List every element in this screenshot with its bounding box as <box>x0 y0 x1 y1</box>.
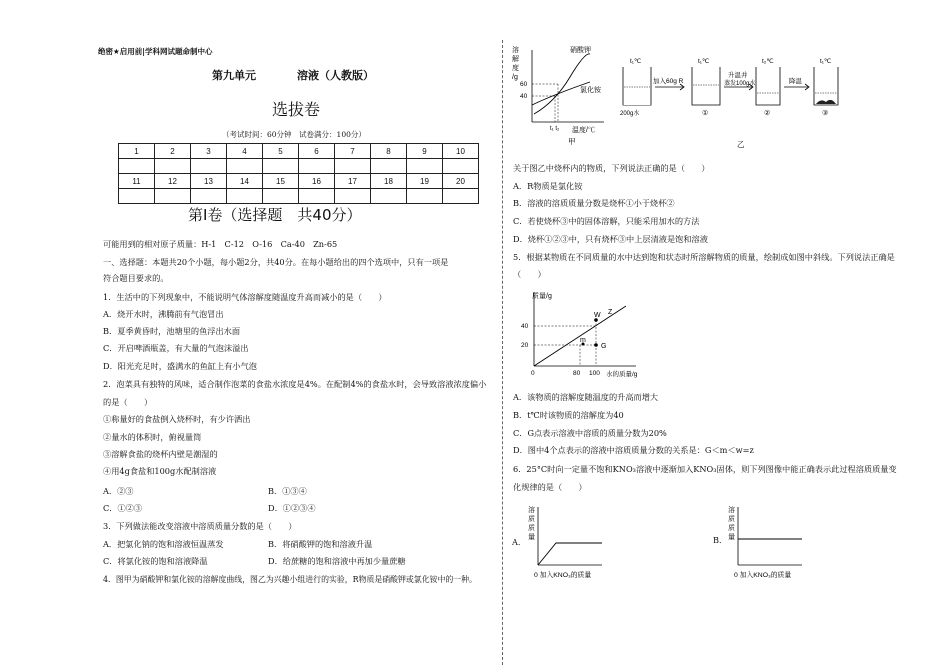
q6-option-b-label[interactable]: B． <box>713 535 728 545</box>
kno3-label: 硝酸钾 <box>570 47 591 54</box>
beaker-2-label: ② <box>764 110 771 117</box>
score-cell: 3 <box>190 144 226 159</box>
q1-option-b[interactable]: B．夏季黄昏时，池塘里的鱼浮出水面 <box>103 326 241 336</box>
topic-title: 溶液（人教版） <box>297 69 374 82</box>
q6-graph-b <box>720 503 820 583</box>
q3-option-c[interactable]: C．将氯化铵的饱和溶液降温 <box>103 556 208 566</box>
q6b-y-label-2: 质 <box>728 516 735 523</box>
beaker-3-precipitate <box>816 100 836 104</box>
q6b-y-label-1: 溶 <box>728 507 735 514</box>
beaker-2 <box>756 67 780 105</box>
beaker-3 <box>814 67 838 105</box>
step-heat-label-1: 升温并 <box>728 72 748 79</box>
y-tick-40: 40 <box>520 93 528 100</box>
q5-y-label: 质量/g <box>532 293 552 300</box>
q3-option-d[interactable]: D．给蔗糖的饱和溶液中再加少量蔗糖 <box>268 556 406 566</box>
q4-option-c[interactable]: C．若使烧杯③中的固体溶解，只能采用加水的方法 <box>513 216 700 226</box>
experiment-figure <box>615 55 860 150</box>
secret-label: 绝密★启用前|学科网试题命制中心 <box>98 47 213 56</box>
q5-option-a[interactable]: A．该物质的溶解度随温度的升高而增大 <box>513 392 659 402</box>
answer-cell[interactable] <box>406 159 442 174</box>
q6a-y-label-4: 量 <box>528 534 535 541</box>
answer-cell[interactable] <box>226 189 262 204</box>
beaker-2-temp: t₂℃ <box>762 58 774 65</box>
answer-cell[interactable] <box>334 189 370 204</box>
score-cell: 9 <box>406 144 442 159</box>
answer-row-1 <box>119 159 479 174</box>
answer-cell[interactable] <box>154 189 190 204</box>
kno3-curve <box>534 54 590 114</box>
q5-graph <box>510 284 645 379</box>
y-tick-60: 60 <box>520 81 528 88</box>
q5-option-b[interactable]: B．t℃时该物质的溶解度为40 <box>513 410 624 420</box>
q2-stem-2: 的是（ ） <box>103 397 153 407</box>
q2-statement-2: ②量水的体积时，俯视量筒 <box>103 432 202 442</box>
score-cell: 6 <box>298 144 334 159</box>
beaker-1 <box>692 67 720 105</box>
score-cell: 15 <box>262 174 298 189</box>
q5-option-d[interactable]: D．图中4个点表示的溶液中溶质质量分数的关系是：G＜m＜w=z <box>513 445 754 455</box>
nh4cl-label: 氯化铵 <box>580 87 601 94</box>
figure-caption-yi: 乙 <box>737 140 745 149</box>
q4-option-a[interactable]: A．R物质是氯化铵 <box>513 181 583 191</box>
q6a-y-label-3: 质 <box>528 525 535 532</box>
score-cell: 11 <box>119 174 155 189</box>
x-label: 温度/℃ <box>572 127 595 134</box>
q2-statement-4: ④用4g食盐和100g水配制溶液 <box>103 466 217 476</box>
score-cell: 19 <box>406 174 442 189</box>
answer-cell[interactable] <box>298 159 334 174</box>
beaker-1-temp: t₁℃ <box>698 58 710 65</box>
q1-stem: 1．生活中的下列现象中，不能说明气体溶解度随温度升高而减小的是（ ） <box>103 292 387 302</box>
q4-question-line: 关于图乙中烧杯内的物质，下列说法正确的是（ ） <box>513 163 710 173</box>
step-add-label: 加入60g R <box>653 78 684 85</box>
answer-cell[interactable] <box>190 159 226 174</box>
y-label-1: 溶 <box>512 47 519 54</box>
score-cell: 1 <box>119 144 155 159</box>
q6-graph-a <box>520 503 620 583</box>
section-title: 第Ⅰ卷（选择题 共40分） <box>188 206 362 224</box>
step-cool-label: 降温 <box>789 78 802 85</box>
score-cell: 7 <box>334 144 370 159</box>
beaker-3-label: ③ <box>822 110 829 117</box>
q6-stem-2: 化规律的是（ ） <box>513 482 587 492</box>
x-ticks: t₁ t₂ <box>550 126 560 132</box>
answer-cell[interactable] <box>119 189 155 204</box>
q3-option-b[interactable]: B．将硝酸钾的饱和溶液升温 <box>268 539 373 549</box>
q6-stem-1: 6．25°C时向一定量不饱和KNO₃溶液中逐渐加入KNO₃固体，则下列图像中能正确表示此过程溶质质量变 <box>513 464 897 474</box>
score-cell: 16 <box>298 174 334 189</box>
score-cell: 4 <box>226 144 262 159</box>
answer-cell[interactable] <box>190 189 226 204</box>
q1-option-c[interactable]: C．开启啤酒瓶盖，有大量的气泡沫溢出 <box>103 343 249 353</box>
figure-caption-jia: 甲 <box>568 137 576 146</box>
score-header-row-1 <box>119 144 479 159</box>
q4-option-d[interactable]: D．烧杯①②③中，只有烧杯③中上层清液是饱和溶液 <box>513 234 708 244</box>
q1-option-d[interactable]: D．阳光充足时，盛满水的鱼缸上有小气泡 <box>103 361 257 371</box>
score-cell: 20 <box>442 174 478 189</box>
step-heat-label-2: 蒸发100g水 <box>724 81 756 87</box>
score-cell: 2 <box>154 144 190 159</box>
y-label-2: 解 <box>512 56 519 63</box>
score-cell: 5 <box>262 144 298 159</box>
q2-statement-1: ①称量好的食盐倒入烧杯时，有少许洒出 <box>103 414 251 424</box>
atomic-masses: 可能用到的相对原子质量：H-1 C-12 O-16 Ca-40 Zn-65 <box>103 239 338 249</box>
q5-y-20: 20 <box>521 342 529 349</box>
answer-cell[interactable] <box>442 159 478 174</box>
q5-point-g <box>594 343 598 347</box>
solubility-curve-figure <box>510 42 615 147</box>
beaker-0-liquid <box>624 87 651 105</box>
exam-info: （考试时间：60分钟 试卷满分：100分） <box>222 130 366 139</box>
beaker-1-label: ① <box>702 110 709 117</box>
q6b-y-label-4: 量 <box>728 534 735 541</box>
beaker-0-temp: t₁℃ <box>630 58 642 65</box>
answer-cell[interactable] <box>298 189 334 204</box>
score-cell: 18 <box>370 174 406 189</box>
q1-option-a[interactable]: A．烧开水时，沸腾前有气泡冒出 <box>103 309 224 319</box>
answer-cell[interactable] <box>406 189 442 204</box>
q2-statement-3: ③溶解食盐的烧杯内壁是潮湿的 <box>103 449 218 459</box>
q6a-y-label-1: 溶 <box>528 507 535 514</box>
score-cell: 8 <box>370 144 406 159</box>
answer-cell[interactable] <box>370 159 406 174</box>
section-intro-2: 符合题目要求的。 <box>103 273 169 283</box>
q6b-x-label: 0 加入KNO₃的质量 <box>734 572 792 579</box>
q6a-y-label-2: 质 <box>528 516 535 523</box>
q6a-curve <box>538 543 602 565</box>
y-label-3: 度 <box>512 65 519 72</box>
q3-stem: 3．下列做法能改变溶液中溶质质量分数的是（ ） <box>103 521 297 531</box>
score-cell: 17 <box>334 174 370 189</box>
q2-option-d[interactable]: D．①②③④ <box>268 503 316 513</box>
score-cell: 14 <box>226 174 262 189</box>
score-cell: 13 <box>190 174 226 189</box>
answer-cell[interactable] <box>262 159 298 174</box>
q5-label-w: W <box>594 312 601 319</box>
answer-row-2 <box>119 189 479 204</box>
q5-stem-2: （ ） <box>513 269 546 279</box>
answer-cell[interactable] <box>119 159 155 174</box>
beaker-3-temp: t₁℃ <box>820 58 832 65</box>
y-label-4: /g <box>512 74 518 81</box>
answer-cell[interactable] <box>442 189 478 204</box>
q2-option-a[interactable]: A．②③ <box>103 486 134 496</box>
q5-label-z: Z <box>608 309 613 316</box>
q6-option-a-label[interactable]: A． <box>512 537 527 547</box>
answer-cell[interactable] <box>226 159 262 174</box>
answer-cell[interactable] <box>370 189 406 204</box>
answer-cell[interactable] <box>334 159 370 174</box>
score-table <box>118 143 479 204</box>
q5-stem-1: 5．根据某物质在不同质量的水中达到饱和状态时所溶解物质的质量，绘制成如图中斜线。下列说法正确是 <box>513 252 895 262</box>
q5-x-0: 0 <box>531 370 535 377</box>
q5-y-40: 40 <box>521 323 529 330</box>
answer-cell[interactable] <box>262 189 298 204</box>
q5-x-100: 100 <box>589 370 600 377</box>
q2-stem-1: 2．泡菜具有独特的风味，适合制作泡菜的食盐水浓度是4%。在配制4%的食盐水时，会导致溶液浓度偏小 <box>103 379 487 389</box>
q5-option-c[interactable]: C．G点表示溶液中溶质的质量分数为20% <box>513 428 667 438</box>
q4-stem: 4．图甲为硝酸钾和氯化铵的溶解度曲线，图乙为兴趣小组进行的实验，R物质是硝酸钾或氯化铵中的一种。 <box>103 575 477 584</box>
q6b-y-label-3: 质 <box>728 525 735 532</box>
column-divider <box>502 40 503 665</box>
q2-option-b[interactable]: B．①③④ <box>268 486 307 496</box>
score-cell: 12 <box>154 174 190 189</box>
q2-option-c[interactable]: C．①②③ <box>103 503 143 513</box>
q5-x-80: 80 <box>573 370 581 377</box>
section-intro-1: 一、选择题：本题共20个小题，每小题2分，共40分。在每小题给出的四个选项中，只有一项是 <box>103 257 449 267</box>
q4-option-b[interactable]: B．溶液的溶质质量分数是烧杯①小于烧杯② <box>513 198 675 208</box>
unit-title: 第九单元 <box>212 69 256 82</box>
q5-x-label: 水的质量/g <box>606 371 638 378</box>
score-header-row-2 <box>119 174 479 189</box>
q3-option-a[interactable]: A．把氯化钠的饱和溶液恒温蒸发 <box>103 539 224 549</box>
answer-cell[interactable] <box>154 159 190 174</box>
q6a-x-label: 0 加入KNO₃的质量 <box>534 572 592 579</box>
q5-label-g: G <box>601 343 607 350</box>
water-label: 200g水 <box>620 111 640 117</box>
score-cell: 10 <box>442 144 478 159</box>
q5-label-m: m <box>580 337 586 344</box>
exam-type-title: 选拔卷 <box>272 100 321 119</box>
